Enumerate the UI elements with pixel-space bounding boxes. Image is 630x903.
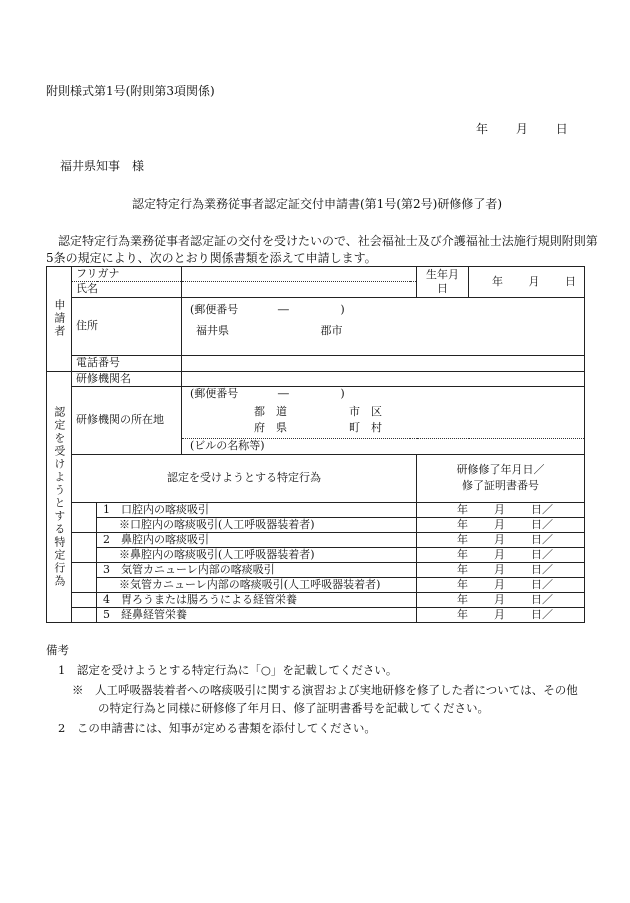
acts-header: 認定を受けようとする特定行為 xyxy=(72,454,417,502)
act-row-5: 5 経鼻経管栄養 xyxy=(97,607,417,622)
org-postal-row[interactable] xyxy=(182,386,585,402)
unit-month: 月 xyxy=(494,532,506,546)
act-row-3: 3 気管カニューレ内部の喀痰吸引 xyxy=(97,562,417,577)
act-row-3s: ※気管カニューレ内部の喀痰吸引(人工呼吸器装着者) xyxy=(97,577,417,592)
act-date-4[interactable] xyxy=(417,592,585,607)
unit-day: 日／ xyxy=(531,532,554,546)
address-postal-row[interactable] xyxy=(182,297,585,321)
page-title: 認定特定行為業務従事者認定証交付申請書(第1号(第2号)研修修了者) xyxy=(132,197,502,211)
unit-month: 月 xyxy=(494,607,506,621)
birth-year-unit: 年 xyxy=(492,275,504,288)
act-check-5[interactable] xyxy=(72,607,97,622)
unit-year: 年 xyxy=(457,607,469,621)
unit-year: 年 xyxy=(457,562,469,576)
postal-dash: ― xyxy=(277,302,289,316)
name-input[interactable] xyxy=(182,281,417,297)
note-1: 1 認定を受けようとする特定行為に「○」を記載してください。 xyxy=(58,663,398,677)
birth-label: 生年月日 xyxy=(417,267,469,298)
date-month: 月 xyxy=(515,122,528,136)
unit-day: 日／ xyxy=(531,592,554,606)
org-name-input[interactable] xyxy=(182,371,585,386)
postal-label: (郵便番号 xyxy=(190,302,239,316)
address-gun-city: 郡市 xyxy=(320,324,343,338)
unit-month: 月 xyxy=(494,547,506,561)
act-date-2[interactable] xyxy=(417,532,585,547)
unit-month: 月 xyxy=(494,502,506,516)
unit-year: 年 xyxy=(457,532,469,546)
intro-line-2: 5条の規定により、次のとおり関係書類を添えて申請します。 xyxy=(46,251,377,265)
org-to-do: 都 道 xyxy=(254,404,288,418)
unit-year: 年 xyxy=(457,547,469,561)
act-date-3[interactable] xyxy=(417,562,585,577)
unit-year: 年 xyxy=(457,517,469,531)
unit-day: 日／ xyxy=(531,562,554,576)
org-shi-ku: 市 区 xyxy=(349,404,383,418)
completion-header-line1: 研修修了年月日／ xyxy=(456,463,545,476)
unit-month: 月 xyxy=(494,562,506,576)
address-city-row[interactable] xyxy=(182,321,585,341)
completion-header xyxy=(417,454,585,502)
applicant-section-label: 申請者 xyxy=(47,267,72,372)
org-postal-close: ) xyxy=(340,387,345,401)
act-row-1s: ※口腔内の喀痰吸引(人工呼吸器装着者) xyxy=(97,517,417,532)
date-header xyxy=(476,120,568,137)
unit-year: 年 xyxy=(457,502,469,516)
address-free-row[interactable] xyxy=(182,341,585,355)
phone-input[interactable] xyxy=(182,355,585,371)
unit-month: 月 xyxy=(494,592,506,606)
unit-day: 日／ xyxy=(531,517,554,531)
act-check-2[interactable] xyxy=(72,532,97,562)
unit-month: 月 xyxy=(494,577,506,591)
note-1-sub-line2: の特定行為と同様に研修修了年月日、修了証明書番号を記載してください。 xyxy=(98,701,489,715)
act-date-2s[interactable] xyxy=(417,547,585,562)
address-prefecture: 福井県 xyxy=(196,324,230,338)
date-year: 年 xyxy=(476,122,489,136)
org-address-label: 研修機関の所在地 xyxy=(72,386,182,454)
application-form-table xyxy=(46,266,585,623)
org-postal-dash: ― xyxy=(277,387,289,401)
act-date-1[interactable] xyxy=(417,502,585,517)
note-1-sub-line1: ※ 人工呼吸器装着者への喀痰吸引に関する演習および実地研修を修了した者については、その他 xyxy=(72,683,578,697)
act-date-3s[interactable] xyxy=(417,577,585,592)
act-date-5[interactable] xyxy=(417,607,585,622)
act-date-1s[interactable] xyxy=(417,517,585,532)
note-2: 2 この申請書には、知事が定める書類を添付してください。 xyxy=(58,721,376,735)
unit-day: 日／ xyxy=(531,547,554,561)
intro-line-1: 認定特定行為業務従事者認定証の交付を受けたいので、社会福祉士及び介護福祉士法施行規則附則第 xyxy=(58,234,598,248)
date-day: 日 xyxy=(555,122,568,136)
completion-header-line2: 修了証明書番号 xyxy=(462,479,540,492)
org-postal-label: (郵便番号 xyxy=(190,387,239,401)
unit-month: 月 xyxy=(494,517,506,531)
birth-month-unit: 月 xyxy=(528,275,540,288)
act-check-4[interactable] xyxy=(72,592,97,607)
act-row-2: 2 鼻腔内の喀痰吸引 xyxy=(97,532,417,547)
unit-day: 日／ xyxy=(531,577,554,591)
act-check-1[interactable] xyxy=(72,502,97,532)
postal-close: ) xyxy=(340,302,345,316)
org-name-label: 研修機関名 xyxy=(72,371,182,386)
org-building-row[interactable]: (ビルの名称等) xyxy=(182,438,585,454)
org-address-region[interactable] xyxy=(182,402,585,438)
notes-heading: 備考 xyxy=(46,643,69,657)
training-section-label: 認定を受けようとする特定行為 xyxy=(47,371,72,622)
org-cho-son: 町 村 xyxy=(349,420,383,434)
act-row-1: 1 口腔内の喀痰吸引 xyxy=(97,502,417,517)
act-row-2s: ※鼻腔内の喀痰吸引(人工呼吸器装着者) xyxy=(97,547,417,562)
unit-day: 日／ xyxy=(531,502,554,516)
birth-day-unit: 日 xyxy=(565,275,577,288)
unit-year: 年 xyxy=(457,577,469,591)
phone-label: 電話番号 xyxy=(72,355,182,371)
form-code: 附則様式第1号(附則第3項関係) xyxy=(46,84,215,98)
name-label: 氏名 xyxy=(72,281,182,297)
org-fu-ken: 府 県 xyxy=(254,420,288,434)
birth-date-field[interactable] xyxy=(469,267,585,298)
unit-year: 年 xyxy=(457,592,469,606)
furigana-label: フリガナ xyxy=(72,267,182,282)
addressee: 福井県知事 様 xyxy=(60,159,145,173)
furigana-input[interactable] xyxy=(182,267,417,282)
act-row-4: 4 胃ろうまたは腸ろうによる経管栄養 xyxy=(97,592,417,607)
address-label: 住所 xyxy=(72,297,182,355)
unit-day: 日／ xyxy=(531,607,554,621)
act-check-3[interactable] xyxy=(72,562,97,592)
